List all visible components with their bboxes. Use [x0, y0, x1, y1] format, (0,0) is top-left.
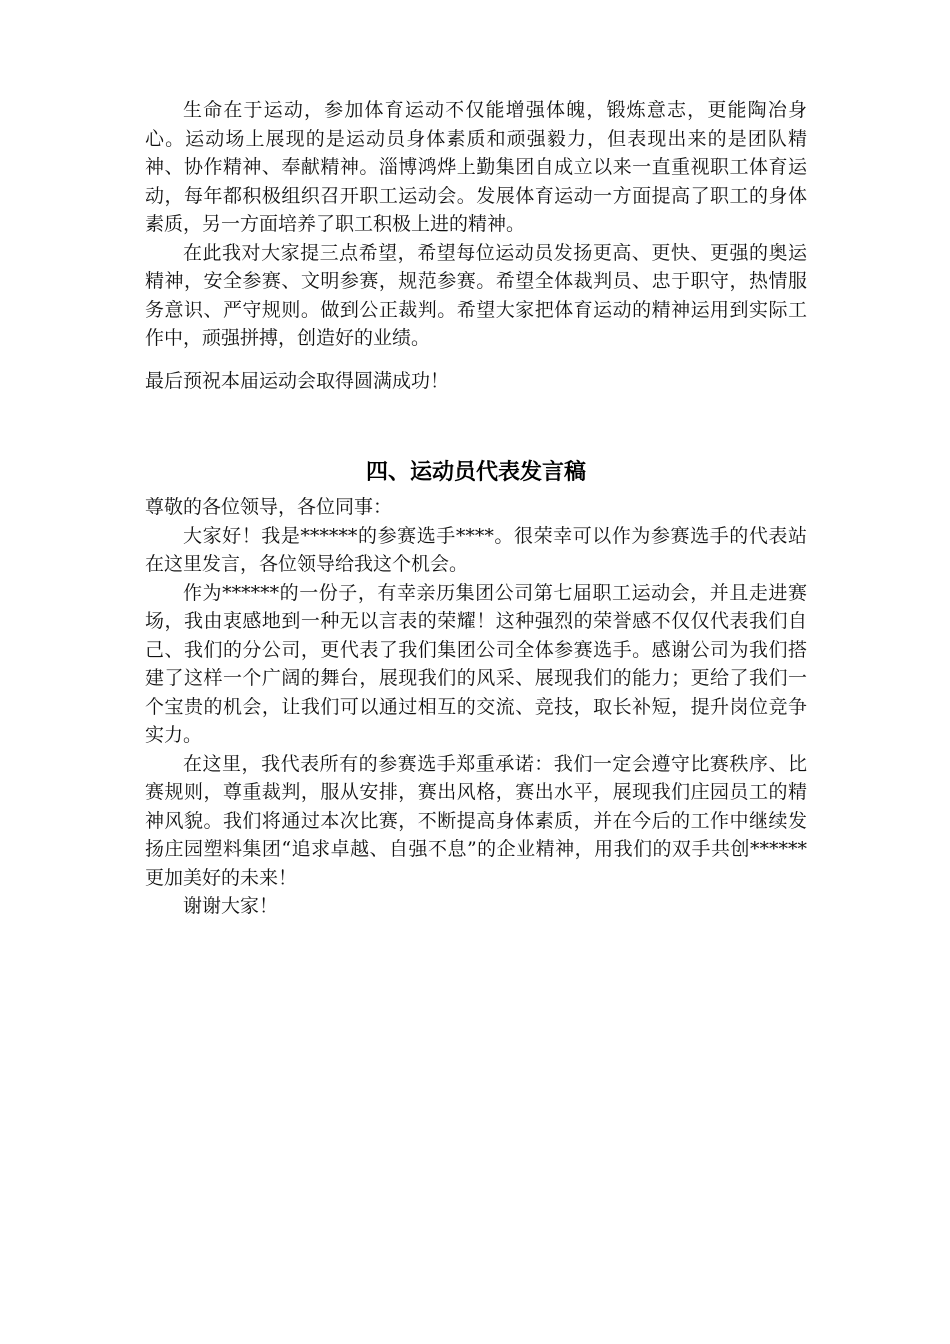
salutation: 尊敬的各位领导，各位同事： [145, 496, 393, 518]
section-title: 四、运动员代表发言稿 [365, 460, 586, 485]
body-paragraph: 作为******的一份子，有幸亲历集团公司第七届职工运动会，并且走进赛场，我由衷感地到一种无以言表的荣耀！这种强烈的荣誉感不仅仅代表我们自己、我们的分公司，更代表了我们集团公司全体参赛选手。感谢公司为我们搭建了这样一个广阔的舞台，展现我们的风采、展现我们的能力；更给了我们一个宝贵的机会，让我们可以通过相互的交流、竞技，取长补短，提升岗位竞争实力。 [145, 581, 807, 746]
closing-line: 最后预祝本届运动会取得圆满成功！ [145, 369, 450, 392]
body-paragraph: 在这里，我代表所有的参赛选手郑重承诺：我们一定会遵守比赛秩序、比赛规则，尊重裁判，服从安排，赛出风格，赛出水平，展现我们庄园员工的精神风貌。我们将通过本次比赛，不断提高身体素质，并在今后的工作中继续发扬庄园塑料集团“追求卓越、自强不息”的企业精神，用我们的双手共创******更加美好的未来！ [145, 752, 807, 889]
body-paragraph: 生命在于运动，参加体育运动不仅能增强体魄，锻炼意志，更能陶冶身心。运动场上展现的是运动员身体素质和顽强毅力，但表现出来的是团队精神、协作精神、奉献精神。淄博鸿烨上勤集团自成立以来一直重视职工体育运动，每年都积极组织召开职工运动会。发展体育运动一方面提高了职工的身体素质，另一方面培养了职工积极上进的精神。 [145, 99, 807, 235]
body-paragraph: 在此我对大家提三点希望，希望每位运动员发扬更高、更快、更强的奥运精神，安全参赛、文明参赛，规范参赛。希望全体裁判员、忠于职守，热情服务意识、严守规则。做到公正裁判。希望大家把体育运动的精神运用到实际工作中，顽强拼搏，创造好的业绩。 [145, 241, 807, 349]
body-paragraph: 大家好！我是******的参赛选手****。很荣幸可以作为参赛选手的代表站在这里发言，各位领导给我这个机会。 [145, 524, 807, 575]
thanks-line: 谢谢大家！ [183, 895, 279, 917]
document-page [145, 96, 807, 921]
